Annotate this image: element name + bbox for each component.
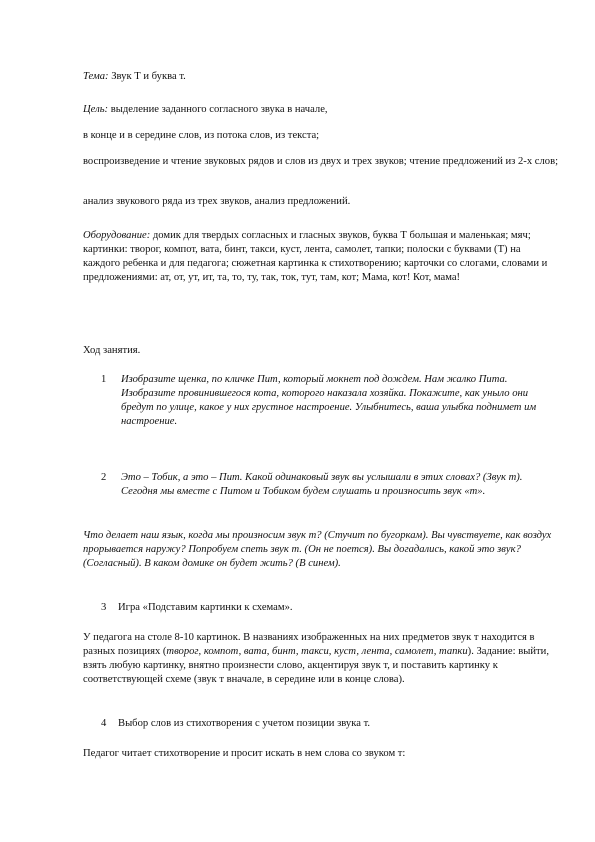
step-1-number: 1: [101, 374, 107, 385]
step-3-number: 3: [101, 602, 107, 613]
goal-text: выделение заданного согласного звука в начале,: [108, 104, 328, 115]
question-paragraph: Что делает наш язык, когда мы произносим звук т? (Стучит по бугоркам). Вы чувствуете, как воздух прорывается наружу? Попробуем спеть звук т. (Он не поется). Вы догадались, какой это звук? (Согласный). В каком домике он будет жить? (В синем).: [83, 530, 552, 569]
final-paragraph: Педагог читает стихотворение и просит искать в нем слова со звуком т:: [83, 748, 406, 759]
teacher-paragraph: [83, 631, 558, 687]
theme-line: [83, 70, 558, 84]
equipment-label: Оборудование:: [83, 230, 151, 241]
step-3-text: Игра «Подставим картинки к схемам».: [118, 602, 293, 613]
goal-line-2: в конце и в середине слов, из потока слов, из текста;: [83, 130, 320, 141]
step-1-text: Изобразите щенка, по кличке Пит, который мокнет под дождем. Нам жалко Пита. Изобразите провинившегося кота, которого наказала хозяйка. Покажите, как уныло они бредут по улице, какое у них грустное настроение. Улыбнитесь, ваша улыбка поднимет им настроение.: [121, 374, 537, 427]
goal-line-3: воспроизведение и чтение звуковых рядов и слов из двух и трех звуков; чтение предложений из 2-х слов;: [83, 156, 559, 167]
goal-line: [83, 103, 558, 117]
step-4-number: 4: [101, 718, 107, 729]
goal-label: Цель:: [83, 104, 109, 115]
theme-label: Тема:: [83, 71, 109, 82]
step-2-text: Это – Тобик, а это – Пит. Какой одинаковый звук вы услышали в этих словах? (Звук т). Сегодня мы вместе с Питом и Тобиком будем слушать и произносить звук «т».: [121, 472, 523, 497]
teacher-picture-list: творог, компот, вата, бинт, такси, куст, лента, самолет, тапки: [166, 646, 468, 657]
teacher-text-2: ). Задание: выйти, взять любую картинку, внятно произнести слово, акцентируя звук т, и поставить картинку к соответствующей схеме (звук т вначале, в середине или в конце слова).: [83, 646, 549, 685]
teacher-text-1: У педагога на столе 8-10 картинок. В названиях изображенных на них предметов звук т находится в разных позициях (: [83, 632, 535, 657]
step-4-text: Выбор слов из стихотворения с учетом позиции звука т.: [118, 718, 371, 729]
step-2-number: 2: [101, 472, 107, 483]
goal-line-4: анализ звукового ряда из трех звуков, анализ предложений.: [83, 196, 351, 207]
theme-text: Звук Т и буква т.: [108, 71, 186, 82]
course-title: Ход занятия.: [83, 345, 141, 356]
equipment-paragraph: [83, 229, 558, 285]
equipment-text: домик для твердых согласных и гласных звуков, буква Т большая и маленькая; мяч; картинки: творог, компот, вата, бинт, такси, куст, лента, самолет, тапки; полоски с буквами (Т) на каждого ребенка и для педагога; сюжетная картинка к стихотворению; карточки со слогами, словами и предложениями: ат, от, ут, ит, та, то, ту, так, ток, тут, там, кот; Мама, кот! Кот, мама!: [83, 230, 548, 283]
